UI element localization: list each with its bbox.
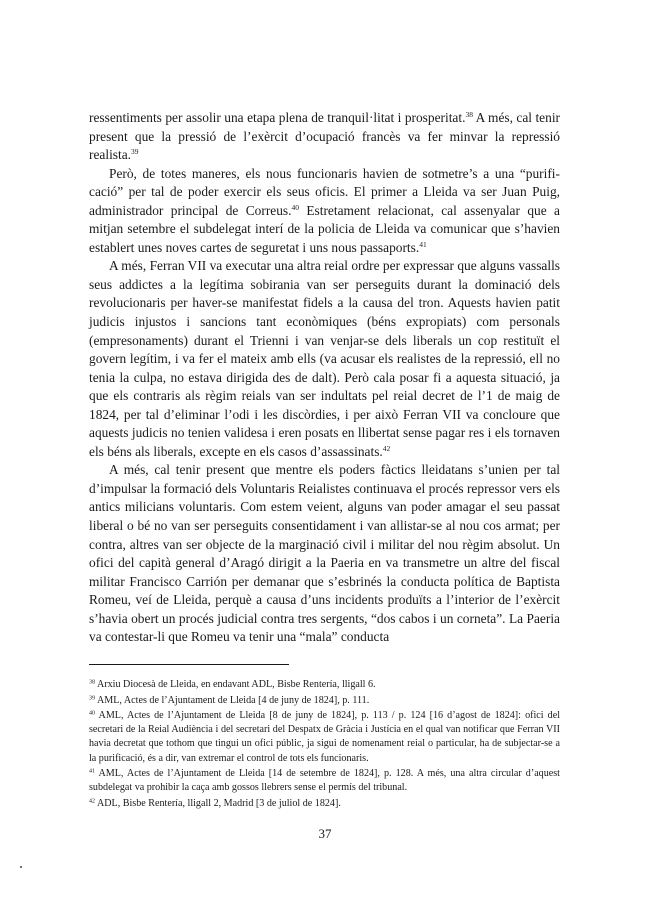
footnote-38 bbox=[89, 678, 560, 692]
footnote-41 bbox=[89, 767, 560, 795]
footnote-ref-40[interactable]: 40 bbox=[291, 202, 299, 212]
footnote-text: AML, Actes de l’Ajuntament de Lleida [4 de juny de 1824], p. 111. bbox=[95, 694, 370, 706]
main-text bbox=[89, 109, 560, 647]
footnote-40 bbox=[89, 709, 560, 766]
scan-speck bbox=[20, 866, 22, 868]
paragraph-3-text: A més, Ferran VII va executar una altra reial ordre per expressar que alguns vassalls seus addictes a la legítima sobirania van ser perseguits durant la dominació dels revolucionaris per haver-se manifestat fidels a la causa del tron. Aquests havien patit judicis injustos i sancions tant econòmiques (béns expropiats) com personals (empresonaments) durant el Trienni i van venjar-se dels liberals un cop restituït el govern legítim, i va fer el mateix amb ells (va acusar els realistes de la repressió, ell no tenia la culpa, no estava dirigida des de dalt). Però cala posar fi a aquesta situació, ja que els contraris als règim reials van ser indultats pel reial decret de l’1 de maig de 1824, per tal d’eliminar l’odi i les discòrdies, i per això Ferran VII va concloure que aquests judicis no tenien validesa i eren posats en llibertat sense pagar res i els tornaven els béns als liberals, excepte en els casos d’assassinats. bbox=[89, 258, 560, 459]
paragraph-2-text-b: Estretament relacionat, cal assenyalar que a mitjan setembre el subdelegat interí de la policia de Lleida va comunicar que s’havien establert unes noves cartes de seguretat i uns nous passaports. bbox=[89, 202, 560, 255]
footnote-number: 38 bbox=[89, 679, 95, 686]
paragraph-4-text: A més, cal tenir present que mentre els poders fàctics lleidatans s’unien per tal d’impulsar la formació dels Voluntaris Reialistes continuava el procés repressor vers els antics milicians voluntaris. Com estem veient, alguns van poder amagar el seu passat liberal o bé no van ser perseguits consentidament i van allistar-se al nou cos armat; per contra, altres van ser objecte de la marginació civil i militar del nou règim absolut. Un ofici del capità general d’Aragó dirigit a la Paeria en va transmetre un altre del fiscal militar Francisco Carrión per demanar que s’esbrinés la conducta política de Baptista Romeu, veí de Lleida, perquè a causa d’uns incidents produïts a l’interior de l’exèrcit s’havia obert un procés judicial contra tres sergents, “dos cabos i un corneta”. La Paeria va contestar-li que Romeu va tenir una “mala” conducta bbox=[89, 462, 560, 645]
footnote-ref-41[interactable]: 41 bbox=[419, 239, 427, 249]
page-number: 37 bbox=[318, 826, 332, 841]
paragraph-2 bbox=[89, 165, 560, 258]
footnote-text: AML, Actes de l’Ajuntament de Lleida [14 de setembre de 1824], p. 128. A més, una altra circular d’aquest subdelegat va prohibir la caça amb gossos llebrers sense el permís del tribunal. bbox=[89, 768, 560, 794]
footnote-39 bbox=[89, 694, 560, 708]
footnotes bbox=[89, 678, 560, 812]
paragraph-2-text-a: Però, de totes maneres, els nous funcionaris havien de sotmetre’s a una “purificació” per tal de poder exercir els seus oficis. El primer a Lleida va ser Juan Puig, administrador principal de Correus. bbox=[89, 165, 560, 218]
footnote-number: 39 bbox=[89, 695, 95, 701]
footnote-separator bbox=[89, 664, 289, 665]
paragraph-3 bbox=[89, 257, 560, 461]
footnote-number: 41 bbox=[89, 768, 95, 775]
footnote-ref-39[interactable]: 39 bbox=[131, 147, 139, 157]
footnote-number: 40 bbox=[89, 710, 95, 717]
footnote-ref-42[interactable]: 42 bbox=[382, 443, 391, 453]
paragraph-4 bbox=[89, 461, 560, 646]
footnote-text: Arxiu Diocesà de Lleida, en endavant ADL, Bisbe Rentería, lligall 6. bbox=[95, 679, 376, 690]
footnote-ref-38[interactable]: 38 bbox=[465, 110, 473, 119]
paragraph-1-text-a: ressentiments per assolir una etapa plena de tranquil·litat i prosperitat. bbox=[89, 110, 466, 125]
footnote-text: AML, Actes de l’Ajuntament de Lleida [8 de juny de 1824], p. 113 / p. 124 [16 d’agost de 1824]: ofici del secretari de la Reial Audiència i del secretari del Despatx de Gràcia i Justícia en el qual van notificar que Ferran VII havia decretat que tothom que tingui un ofici públic, ja sigui de nomenament reial o particular, ha de subjectar-se a la purificació, és a dir, van extremar el control de tots els funcionaris. bbox=[89, 710, 560, 764]
paragraph-1 bbox=[89, 109, 560, 165]
footnote-number: 42 bbox=[89, 798, 95, 805]
footnote-text: ADL, Bisbe Rentería, lligall 2, Madrid [3 de juliol de 1824]. bbox=[95, 797, 341, 809]
footnote-42 bbox=[89, 797, 560, 811]
paragraph-1-text-b: A més, cal tenir present que la pressió de l’exèrcit d’ocupació francès va fer minvar la repressió realista. bbox=[89, 110, 560, 163]
